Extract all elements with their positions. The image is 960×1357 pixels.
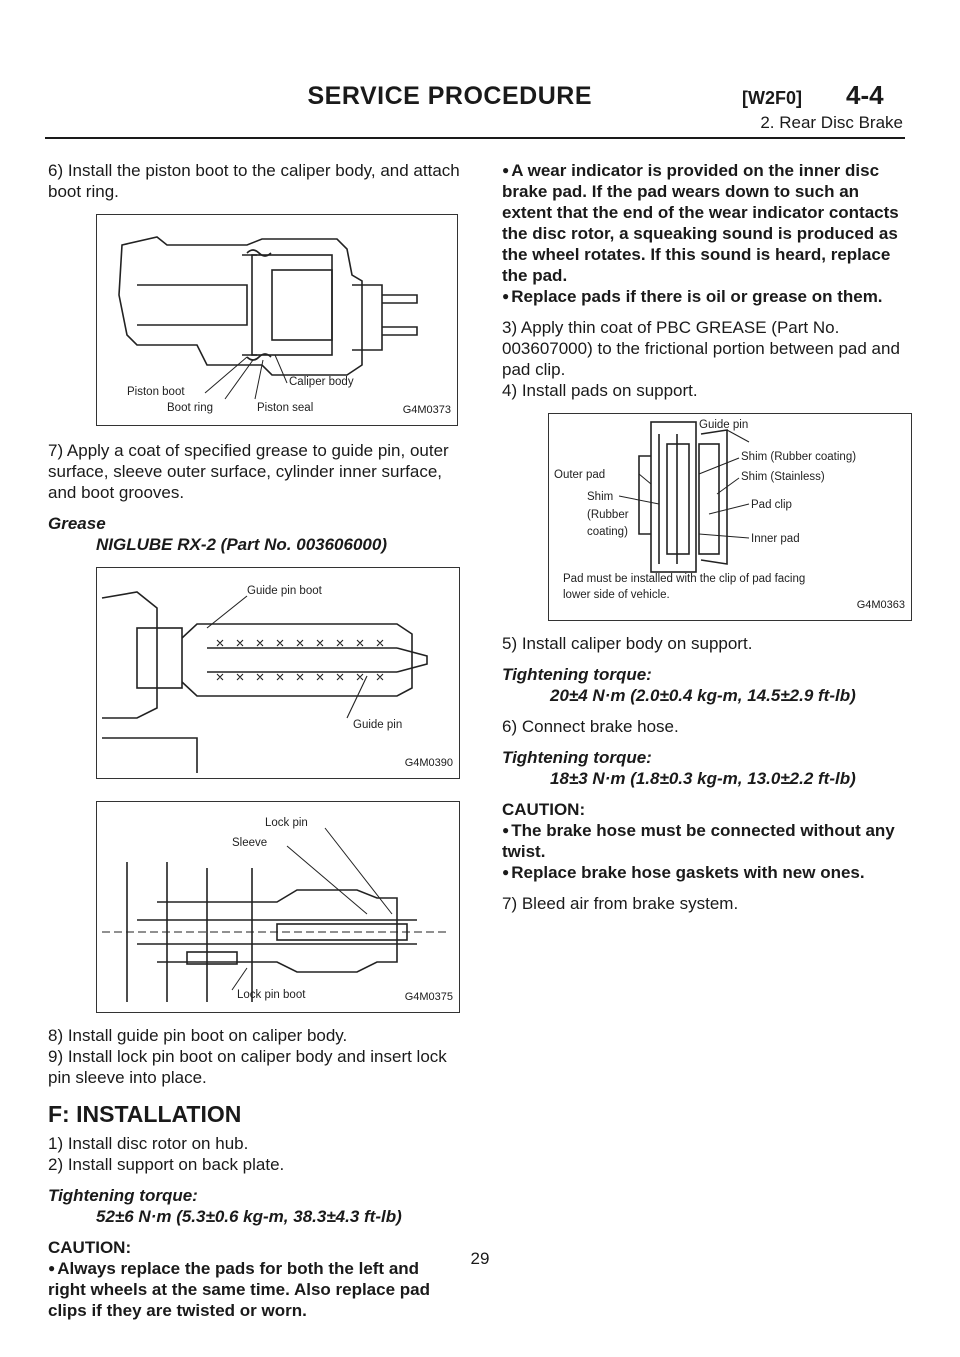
figure-caption: G4M0375 xyxy=(404,991,453,1003)
label-shim-stainless: Shim (Stainless) xyxy=(741,471,825,483)
label-shim: Shim xyxy=(587,491,614,503)
label-boot-ring: Boot ring xyxy=(167,402,214,414)
caution-item-gaskets: ● Replace brake hose gaskets with new ones. xyxy=(502,862,912,883)
figure-caption: G4M0363 xyxy=(856,599,905,611)
figure-guide-pin xyxy=(96,567,460,779)
grease-value: NIGLUBE RX-2 (Part No. 003606000) xyxy=(96,535,387,554)
label-inner-pad: Inner pad xyxy=(751,533,800,545)
page-number: 29 xyxy=(470,1249,490,1268)
label-sleeve: Sleeve xyxy=(232,837,268,849)
label-outer-pad: Outer pad xyxy=(554,469,606,481)
right-column xyxy=(502,160,912,914)
caution-heading: CAUTION: xyxy=(48,1238,132,1257)
step-7-text: 7) Apply a coat of specified grease to guide pin, outer surface, sleeve outer surface, cylinder inner surface, and boot grooves. xyxy=(48,441,449,502)
figure-pad-install xyxy=(548,413,912,621)
torque-heading: Tightening torque: xyxy=(48,1186,198,1205)
guide-pin-diagram xyxy=(97,568,459,778)
left-column xyxy=(48,160,460,1321)
header-section: 4-4 xyxy=(846,80,884,110)
label-guide-pin: Guide pin xyxy=(699,419,749,431)
caution-heading: CAUTION: xyxy=(502,800,586,819)
label-guide-pin: Guide pin xyxy=(353,719,403,731)
label-caliper-body: Caliper body xyxy=(289,376,354,388)
step-4-text: 4) Install pads on support. xyxy=(502,381,698,400)
step-5-text: 5) Install caliper body on support. xyxy=(502,634,753,653)
label-shim-rubber-coating: Shim (Rubber coating) xyxy=(741,451,857,463)
step-9-text: 9) Install lock pin boot on caliper body and insert lock pin sleeve into place. xyxy=(48,1047,447,1087)
torque-2-heading: Tightening torque: xyxy=(502,748,652,767)
figure-caption: G4M0373 xyxy=(402,404,451,416)
section-title: F: INSTALLATION xyxy=(48,1101,242,1127)
header-code: [W2F0] xyxy=(742,88,802,108)
header-title: SERVICE PROCEDURE xyxy=(307,82,592,110)
torque-2-value: 18±3 N·m (1.8±0.3 kg-m, 13.0±2.2 ft-lb) xyxy=(550,769,856,788)
grease-heading: Grease xyxy=(48,514,106,533)
label-note-line-1: Pad must be installed with the clip of pad facing xyxy=(563,573,806,585)
label-note-line-2: lower side of vehicle. xyxy=(563,589,670,601)
label-guide-pin-boot: Guide pin boot xyxy=(247,585,322,597)
piston-boot-diagram xyxy=(97,215,457,425)
step-6-text: 6) Connect brake hose. xyxy=(502,717,679,736)
step-7-text: 7) Bleed air from brake system. xyxy=(502,894,739,913)
label-piston-boot: Piston boot xyxy=(127,386,185,398)
figure-piston-boot xyxy=(96,214,458,426)
label-piston-seal: Piston seal xyxy=(257,402,314,414)
pad-install-diagram xyxy=(549,414,911,620)
oil-grease-note: ● Replace pads if there is oil or grease on them. xyxy=(502,286,912,307)
label-lock-pin: Lock pin xyxy=(265,817,308,829)
lock-pin-diagram xyxy=(97,802,459,1012)
torque-1-value: 20±4 N·m (2.0±0.4 kg-m, 14.5±2.9 ft-lb) xyxy=(550,686,856,705)
label-lock-pin-boot: Lock pin boot xyxy=(237,989,306,1001)
step-3-text: 3) Apply thin coat of PBC GREASE (Part No. 003607000) to the frictional portion between pad and pad clip. xyxy=(502,318,900,379)
label-pad-clip: Pad clip xyxy=(751,499,792,511)
label-shim-coating: coating) xyxy=(587,526,628,538)
header-subtitle: 2. Rear Disc Brake xyxy=(760,113,903,132)
caution-item-hose-twist: ● The brake hose must be connected without any twist. xyxy=(502,820,912,862)
figure-caption: G4M0390 xyxy=(404,757,453,769)
install-step-1: 1) Install disc rotor on hub. xyxy=(48,1134,249,1153)
torque-1-heading: Tightening torque: xyxy=(502,665,652,684)
caution-item: ● Always replace the pads for both the left and right wheels at the same time. Also replace pad clips if they are twisted or worn. xyxy=(48,1258,460,1321)
label-shim-rubber: (Rubber xyxy=(587,509,629,521)
header-rule xyxy=(45,137,905,139)
torque-value: 52±6 N·m (5.3±0.6 kg-m, 38.3±4.3 ft-lb) xyxy=(96,1207,402,1226)
step-8-text: 8) Install guide pin boot on caliper body. xyxy=(48,1026,348,1045)
install-step-2: 2) Install support on back plate. xyxy=(48,1155,285,1174)
wear-indicator-note: ● A wear indicator is provided on the inner disc brake pad. If the pad wears down to such an extent that the end of the wear indicator contacts the disc rotor, a squeaking sound is produced as the wheel rotates. If this sound is heard, replace the pad. xyxy=(502,160,912,286)
figure-lock-pin xyxy=(96,801,460,1013)
step-6-text: 6) Install the piston boot to the caliper body, and attach boot ring. xyxy=(48,161,460,201)
